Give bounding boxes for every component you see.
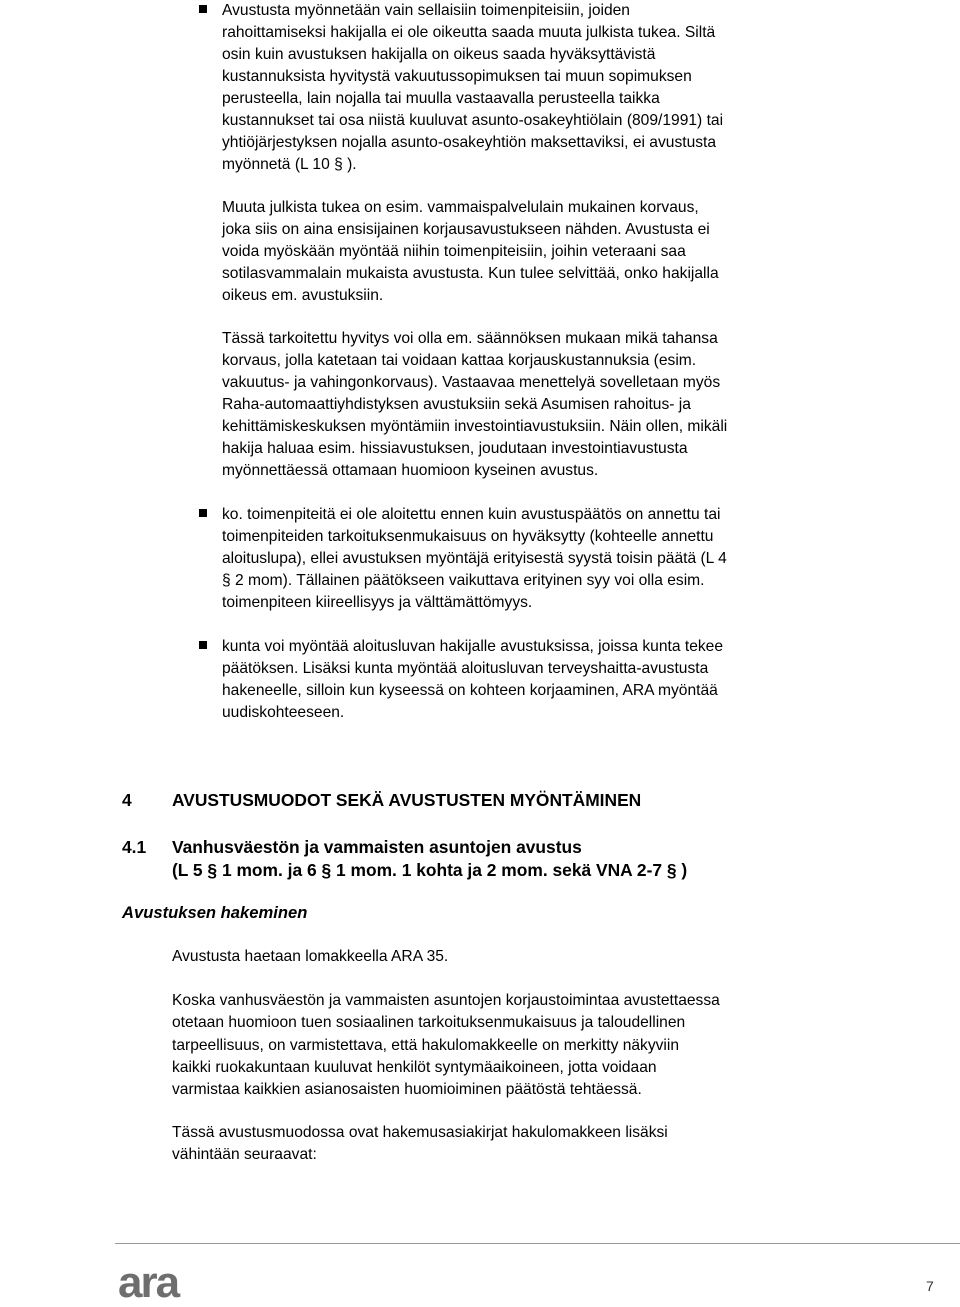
bullet-1-paragraph-3: Tässä tarkoitettu hyvitys voi olla em. säännöksen mukaan mikä tahansa korvaus, jolla katetaan tai voidaan kattaa korjauskustannuksia (esim. vakuutus- ja vahingonkorvaus). Vastaavaa menettelyä sovelletaan myös Raha-automaattiyhdistyksen avustuksiin sekä Asumisen rahoitus- ja kehittämiskeskuksen myöntämiin investointiavustuksiin. Näin ollen, mikäli hakija haluaa esim. hissiavustuksen, joudutaan investointiavustusta myönnettäessä ottamaan huomioon kyseinen avustus. (222, 330, 728, 479)
square-bullet-icon (199, 5, 207, 13)
bullet-1-paragraph-1: Avustusta myönnetään vain sellaisiin toimenpiteisiin, joiden rahoittamiseksi hakijalla ei ole oikeutta saada muuta julkista tukea. Siltä osin kuin avustuksen hakijalla on oikeus saada hyväksyttävistä kustannuksista hyvitystä vakuutussopimuksen tai muun sopimuksen perusteella, lain nojalla tai muulla vastaavalla perusteella taikka kustannukset tai osa niistä kuuluvat asunto-osakeyhtiölain (809/1991) tai yhtiöjärjestyksen nojalla asunto-osakeyhtiön maksettaviksi, ei avustusta myönnetä (L 10 § ). (222, 2, 724, 173)
body-paragraph-3: Tässä avustusmuodossa ovat hakemusasiakirjat hakulomakkeen lisäksi vähintään seuraavat: (172, 1124, 668, 1164)
ara-logo (118, 1262, 194, 1302)
square-bullet-icon (199, 641, 207, 649)
bullet-item-2 (222, 504, 842, 614)
section-number: 4 (122, 790, 132, 810)
bullet-3-paragraph-1: kunta voi myöntää aloitusluvan hakijalle avustuksissa, joissa kunta tekee päätöksen. Lisäksi kunta myöntää aloitusluvan terveyshaitta-avustusta hakeneelle, silloin kun kyseessä on kohteen korjaaminen, ARA myöntää uudiskohteeseen. (222, 638, 724, 721)
footer-divider (115, 1243, 960, 1244)
subsection-title: Vanhusväestön ja vammaisten asuntojen avustus (172, 837, 582, 857)
page-number: 7 (926, 1278, 934, 1294)
section-title: AVUSTUSMUODOT SEKÄ AVUSTUSTEN MYÖNTÄMINEN (172, 790, 642, 810)
bullet-item-1 (222, 0, 842, 482)
subsection-reference: (L 5 § 1 mom. ja 6 § 1 mom. 1 kohta ja 2 mom. sekä VNA 2-7 § ) (172, 860, 688, 880)
subsection-number: 4.1 (122, 837, 147, 857)
bullet-item-3 (222, 636, 842, 724)
body-paragraph-2: Koska vanhusväestön ja vammaisten asuntojen korjaustoimintaa avustettaessa otetaan huomioon tuen sosiaalinen tarkoituksenmukaisuus ja taloudellinen tarpeellisuus, on varmistettava, että hakulomakkeelle on merkitty näkyviin kaikki ruokakuntaan kuuluvat henkilöt syntymäaikoineen, jotta voidaan varmistaa kaikkien asianosaisten huomioiminen päätöstä tehtäessä. (172, 992, 720, 1099)
ara-logo-text: ara (118, 1262, 179, 1302)
avustuksen-hakeminen-heading: Avustuksen hakeminen (122, 903, 308, 922)
body-paragraph-1: Avustusta haetaan lomakkeella ARA 35. (172, 948, 449, 965)
bullet-2-paragraph-1: ko. toimenpiteitä ei ole aloitettu ennen kuin avustuspäätös on annettu tai toimenpiteiden tarkoituksenmukaisuus on hyväksytty (kohteelle annettu aloituslupa), ellei avustuksen myöntäjä erityisestä syystä toisin päätä (L 4 § 2 mom). Tällainen päätökseen vaikuttava erityinen syy voi olla esim. toimenpiteen kiireellisyys ja välttämättömyys. (222, 506, 727, 611)
bullet-1-paragraph-2: Muuta julkista tukea on esim. vammaispalvelulain mukainen korvaus, joka siis on aina ensisijainen korjausavustukseen nähden. Avustusta ei voida myöskään myöntää niihin toimenpiteisiin, joihin veteraani saa sotilasvammalain mukaista avustusta. Kun tulee selvittää, onko hakijalla oikeus em. avustuksiin. (222, 199, 719, 304)
square-bullet-icon (199, 509, 207, 517)
